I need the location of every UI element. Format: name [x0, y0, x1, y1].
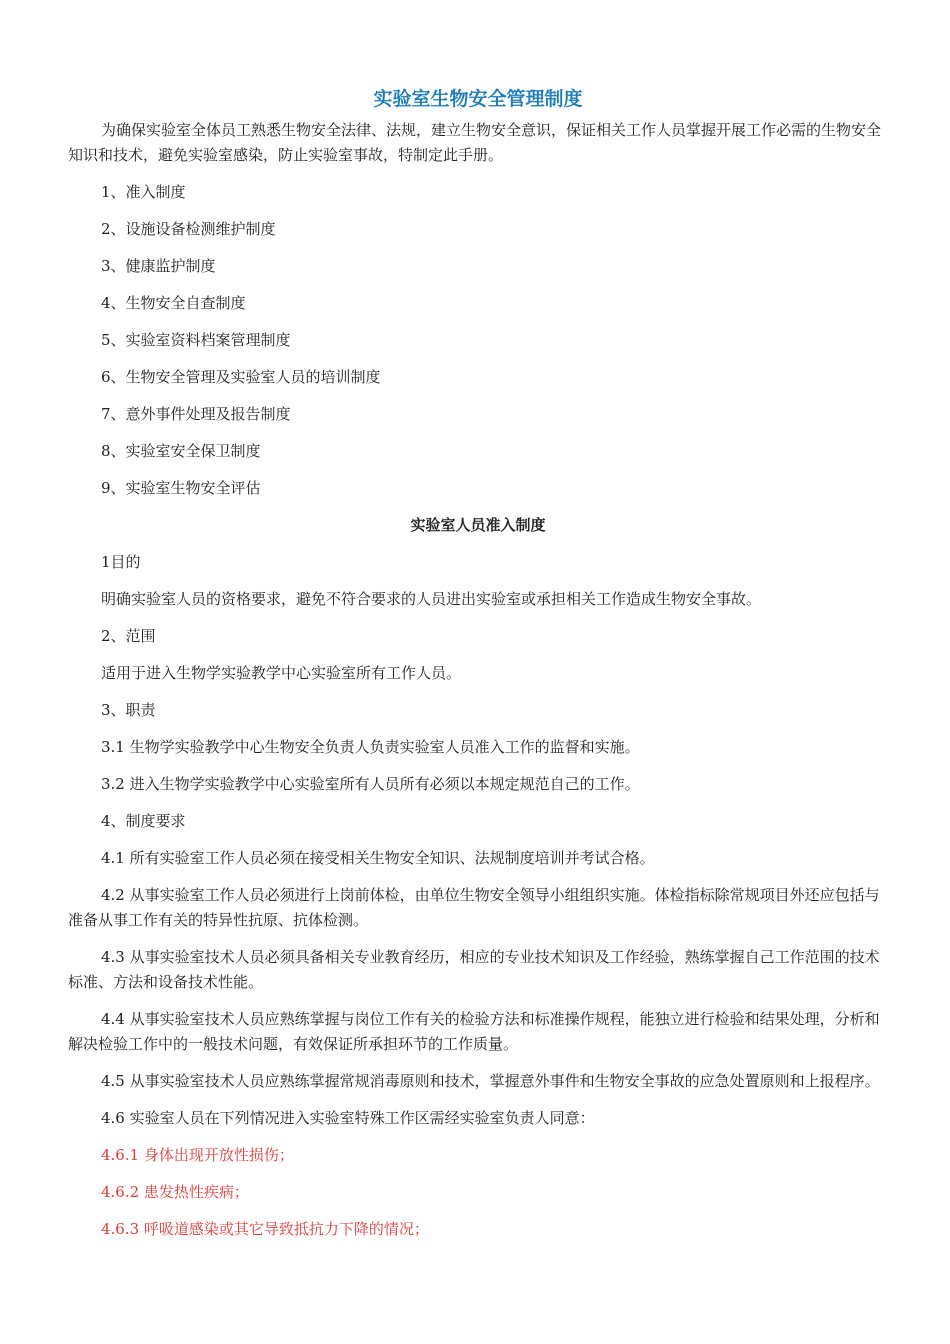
requirements-heading: 4、制度要求	[101, 812, 186, 830]
toc-item: 2、设施设备检测维护制度	[101, 220, 276, 238]
requirement-item: 4.3 从事实验室技术人员必须具备相关专业教育经历，相应的专业技术知识及工作经验，熟练掌握自己工作范围的技术标准、方法和设备技术性能。	[68, 948, 880, 991]
duty-heading: 3、职责	[101, 701, 156, 719]
scope-heading: 2、范围	[101, 627, 156, 645]
toc-item: 5、实验室资料档案管理制度	[101, 331, 291, 349]
table-of-contents	[68, 180, 884, 501]
intro-paragraph: 为确保实验室全体员工熟悉生物安全法律、法规，建立生物安全意识，保证相关工作人员掌握开展工作必需的生物安全知识和技术，避免实验室感染，防止实验室事故，特制定此手册。	[68, 121, 882, 164]
toc-item: 1、准入制度	[101, 183, 186, 201]
purpose-heading: 1目的	[101, 553, 141, 571]
document-page	[68, 82, 884, 1254]
document-title: 实验室生物安全管理制度	[373, 88, 583, 110]
requirement-item: 4.5 从事实验室技术人员应熟练掌握常规消毒原则和技术，掌握意外事件和生物安全事故的应急处置原则和上报程序。	[101, 1072, 880, 1090]
scope-text: 适用于进入生物学实验教学中心实验室所有工作人员。	[101, 664, 462, 682]
requirement-item: 4.2 从事实验室工作人员必须进行上岗前体检，由单位生物安全领导小组组织实施。体检指标除常规项目外还应包括与准备从事工作有关的特异性抗原、抗体检测。	[68, 886, 880, 929]
toc-item: 3、健康监护制度	[101, 257, 216, 275]
section-title: 实验室人员准入制度	[410, 516, 546, 534]
duty-item: 3.2 进入生物学实验教学中心实验室所有人员所有必须以本规定规范自己的工作。	[101, 775, 640, 793]
condition-item: 4.6.1 身体出现开放性损伤；	[101, 1146, 294, 1164]
requirement-item: 4.4 从事实验室技术人员应熟练掌握与岗位工作有关的检验方法和标准操作规程，能独立进行检验和结果处理，分析和解决检验工作中的一般技术问题，有效保证所承担环节的工作质量。	[68, 1010, 880, 1053]
purpose-text: 明确实验室人员的资格要求，避免不符合要求的人员进出实验室或承担相关工作造成生物安全事故。	[101, 590, 762, 608]
requirement-item: 4.6 实验室人员在下列情况进入实验室特殊工作区需经实验室负责人同意：	[101, 1109, 595, 1127]
duty-item: 3.1 生物学实验教学中心生物安全负责人负责实验室人员准入工作的监督和实施。	[101, 738, 640, 756]
toc-item: 9、实验室生物安全评估	[101, 479, 261, 497]
requirement-item: 4.1 所有实验室工作人员必须在接受相关生物安全知识、法规制度培训并考试合格。	[101, 849, 655, 867]
toc-item: 6、生物安全管理及实验室人员的培训制度	[101, 368, 381, 386]
toc-item: 4、生物安全自查制度	[101, 294, 246, 312]
toc-item: 8、实验室安全保卫制度	[101, 442, 261, 460]
condition-item: 4.6.2 患发热性疾病；	[101, 1183, 249, 1201]
toc-item: 7、意外事件处理及报告制度	[101, 405, 291, 423]
condition-item: 4.6.3 呼吸道感染或其它导致抵抗力下降的情况；	[101, 1220, 429, 1238]
